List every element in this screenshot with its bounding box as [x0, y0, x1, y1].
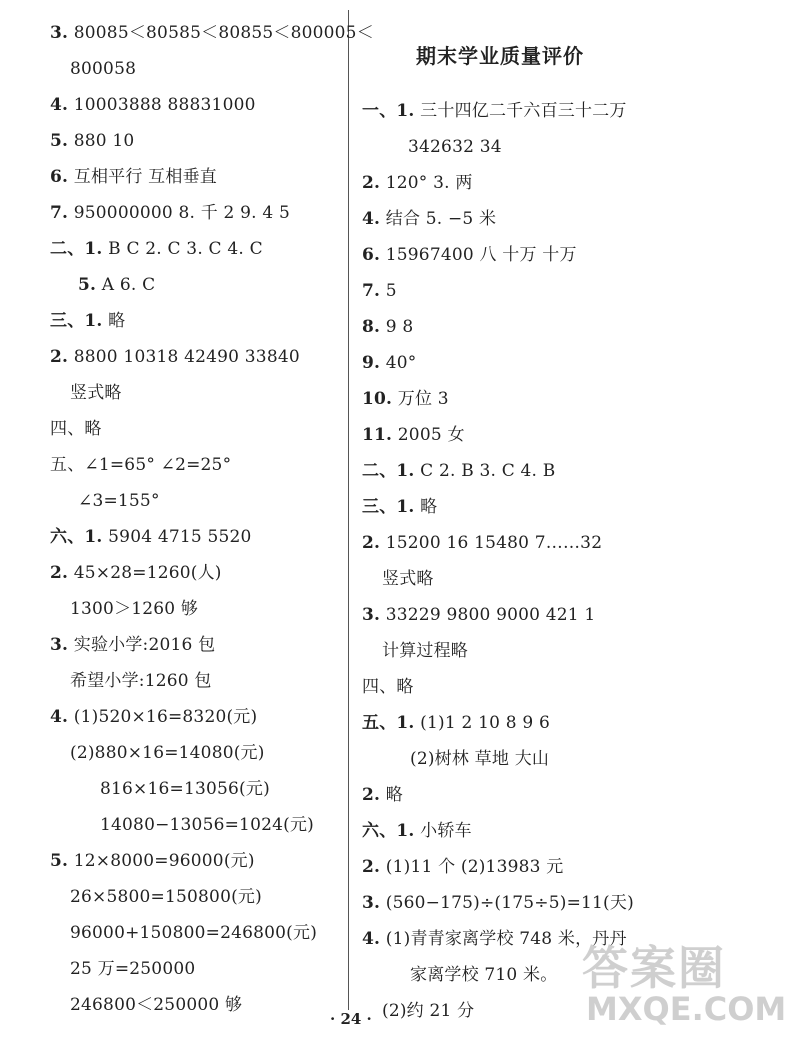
- item-number: 6.: [362, 245, 381, 265]
- answer-line: [70, 742, 265, 764]
- answer-text: 三十四亿二千六百三十二万: [414, 101, 627, 121]
- answer-text: 五、∠1=65° ∠2=25°: [50, 455, 232, 475]
- answer-text: 14080−13056=1024(元): [100, 815, 314, 835]
- answer-text: 2005 女: [392, 425, 465, 445]
- answer-text: 880 10: [68, 131, 135, 151]
- answer-line: [50, 562, 222, 584]
- answer-line: [362, 100, 627, 122]
- answer-line: [50, 346, 300, 368]
- item-number: 3.: [50, 635, 69, 655]
- item-number: 3.: [50, 23, 69, 43]
- item-number: 2.: [362, 785, 381, 805]
- answer-line: [50, 706, 257, 728]
- answer-text: (1)11 个 (2)13983 元: [380, 857, 564, 877]
- answer-text: 5904 4715 5520: [102, 527, 252, 547]
- answer-text: (1)1 2 10 8 9 6: [414, 713, 550, 733]
- answer-text: C 2. B 3. C 4. B: [414, 461, 556, 481]
- answer-text: 816×16=13056(元): [100, 779, 270, 799]
- item-number: 三、1.: [50, 311, 103, 331]
- answer-text: B C 2. C 3. C 4. C: [102, 239, 263, 259]
- answer-text: (2)树林 草地 大山: [410, 749, 550, 769]
- answer-text: 10003888 88831000: [68, 95, 256, 115]
- answer-line: [50, 166, 217, 188]
- answer-line: [362, 352, 417, 374]
- item-number: 2.: [362, 857, 381, 877]
- answer-line: [362, 244, 577, 266]
- answer-line: [382, 568, 434, 590]
- answer-line: [50, 634, 215, 656]
- answer-line: [50, 130, 134, 152]
- answer-text: 96000+150800=246800(元): [70, 923, 318, 943]
- answer-text: (2)约 21 分: [382, 1001, 475, 1021]
- answer-line: [50, 22, 374, 44]
- answer-text: 1300＞1260 够: [70, 599, 199, 619]
- answer-line: [70, 958, 195, 980]
- answer-text: 8800 10318 42490 33840: [68, 347, 300, 367]
- answer-text: 结合 5. −5 米: [380, 209, 497, 229]
- answer-line: [362, 820, 472, 842]
- answer-text: 25 万=250000: [70, 959, 196, 979]
- answer-line: [362, 712, 550, 734]
- answer-text: 家离学校 710 米。: [410, 965, 558, 985]
- answer-line: [50, 238, 263, 260]
- answer-text: 四、略: [362, 677, 414, 697]
- answer-text: 950000000 8. 千 2 9. 4 5: [68, 203, 291, 223]
- answer-line: [382, 1000, 474, 1022]
- page-number: · 24 ·: [330, 1010, 372, 1028]
- answer-line: [362, 604, 595, 626]
- answer-text: 33229 9800 9000 421 1: [380, 605, 596, 625]
- answer-line: [100, 814, 314, 836]
- item-number: 11.: [362, 425, 393, 445]
- item-number: 4.: [362, 209, 381, 229]
- answer-text: 40°: [380, 353, 417, 373]
- answer-line: [50, 94, 256, 116]
- answer-line: [100, 778, 270, 800]
- answer-text: 45×28=1260(人): [68, 563, 222, 583]
- watermark-url: MXQE.COM: [586, 990, 786, 1028]
- item-number: 4.: [50, 707, 69, 727]
- answer-text: 希望小学:1260 包: [70, 671, 212, 691]
- answer-line: [362, 532, 602, 554]
- item-number: 2.: [362, 173, 381, 193]
- answer-text: 略: [380, 785, 403, 805]
- section-title: 期末学业质量评价: [416, 44, 584, 68]
- answer-line: [362, 172, 473, 194]
- item-number: 2.: [50, 563, 69, 583]
- answer-line: [362, 208, 496, 230]
- answer-line: [362, 280, 397, 302]
- item-number: 6.: [50, 167, 69, 187]
- answer-text: 12×8000=96000(元): [68, 851, 255, 871]
- item-number: 二、1.: [362, 461, 415, 481]
- answer-text: 略: [102, 311, 126, 331]
- item-number: 9.: [362, 353, 381, 373]
- answer-line: [362, 856, 563, 878]
- answer-text: A 6. C: [96, 275, 156, 295]
- answer-text: 实验小学:2016 包: [68, 635, 216, 655]
- answer-text: 四、略: [50, 419, 102, 439]
- item-number: 5.: [50, 131, 69, 151]
- answer-line: [70, 382, 122, 404]
- answer-line: [362, 424, 465, 446]
- item-number: 10.: [362, 389, 393, 409]
- answer-line: [50, 526, 252, 548]
- answer-line: [50, 418, 102, 440]
- answer-text: 万位 3: [392, 389, 449, 409]
- answer-text: 800058: [70, 59, 137, 79]
- answer-line: [70, 994, 242, 1016]
- answer-line: [70, 886, 262, 908]
- answer-text: 246800＜250000 够: [70, 995, 243, 1015]
- answer-text: 略: [414, 497, 438, 517]
- answer-line: [362, 460, 555, 482]
- item-number: 2.: [50, 347, 69, 367]
- answer-text: 9 8: [380, 317, 414, 337]
- answer-text: (560−175)÷(175÷5)=11(天): [380, 893, 634, 913]
- answer-text: 15967400 八 十万 十万: [380, 245, 577, 265]
- answer-line: [78, 274, 155, 296]
- answer-text: 竖式略: [382, 569, 434, 589]
- answer-text: 80085＜80585＜80855＜800005＜: [68, 23, 374, 43]
- item-number: 六、1.: [362, 821, 415, 841]
- answer-text: 120° 3. 两: [380, 173, 473, 193]
- item-number: 7.: [50, 203, 69, 223]
- item-number: 7.: [362, 281, 381, 301]
- item-number: 4.: [50, 95, 69, 115]
- answer-line: [410, 748, 549, 770]
- answer-line: [382, 640, 468, 662]
- item-number: 一、1.: [362, 101, 415, 121]
- answer-line: [362, 496, 437, 518]
- answer-line: [78, 490, 160, 512]
- item-number: 3.: [362, 893, 381, 913]
- answer-line: [50, 454, 231, 476]
- answer-line: [70, 922, 317, 944]
- item-number: 二、1.: [50, 239, 103, 259]
- answer-text: (2)880×16=14080(元): [70, 743, 265, 763]
- answer-text: 小轿车: [414, 821, 472, 841]
- answer-line: [410, 964, 557, 986]
- answer-text: (1)青青家离学校 748 米，丹丹: [380, 929, 627, 949]
- answer-line: [362, 676, 414, 698]
- watermark-logo: [580, 932, 786, 1034]
- answer-text: (1)520×16=8320(元): [68, 707, 258, 727]
- answer-line: [408, 136, 502, 158]
- item-number: 5.: [78, 275, 97, 295]
- item-number: 五、1.: [362, 713, 415, 733]
- answer-text: 5: [380, 281, 397, 301]
- answer-line: [70, 58, 136, 80]
- answer-text: ∠3=155°: [78, 491, 160, 511]
- answer-text: 342632 34: [408, 137, 502, 157]
- answer-text: 15200 16 15480 7……32: [380, 533, 603, 553]
- answer-text: 26×5800=150800(元): [70, 887, 262, 907]
- answer-line: [362, 316, 413, 338]
- column-divider: [348, 10, 349, 1010]
- answer-line: [70, 670, 212, 692]
- item-number: 三、1.: [362, 497, 415, 517]
- item-number: 4.: [362, 929, 381, 949]
- item-number: 8.: [362, 317, 381, 337]
- answer-line: [70, 598, 198, 620]
- answer-line: [50, 850, 255, 872]
- answer-line: [362, 388, 449, 410]
- answer-text: 竖式略: [70, 383, 122, 403]
- answer-line: [50, 310, 125, 332]
- item-number: 3.: [362, 605, 381, 625]
- item-number: 2.: [362, 533, 381, 553]
- watermark-text: 答案圈: [582, 941, 726, 995]
- item-number: 5.: [50, 851, 69, 871]
- answer-line: [362, 892, 634, 914]
- answer-line: [362, 784, 403, 806]
- answer-text: 互相平行 互相垂直: [68, 167, 217, 187]
- item-number: 六、1.: [50, 527, 103, 547]
- answer-text: 计算过程略: [382, 641, 468, 661]
- answer-line: [50, 202, 290, 224]
